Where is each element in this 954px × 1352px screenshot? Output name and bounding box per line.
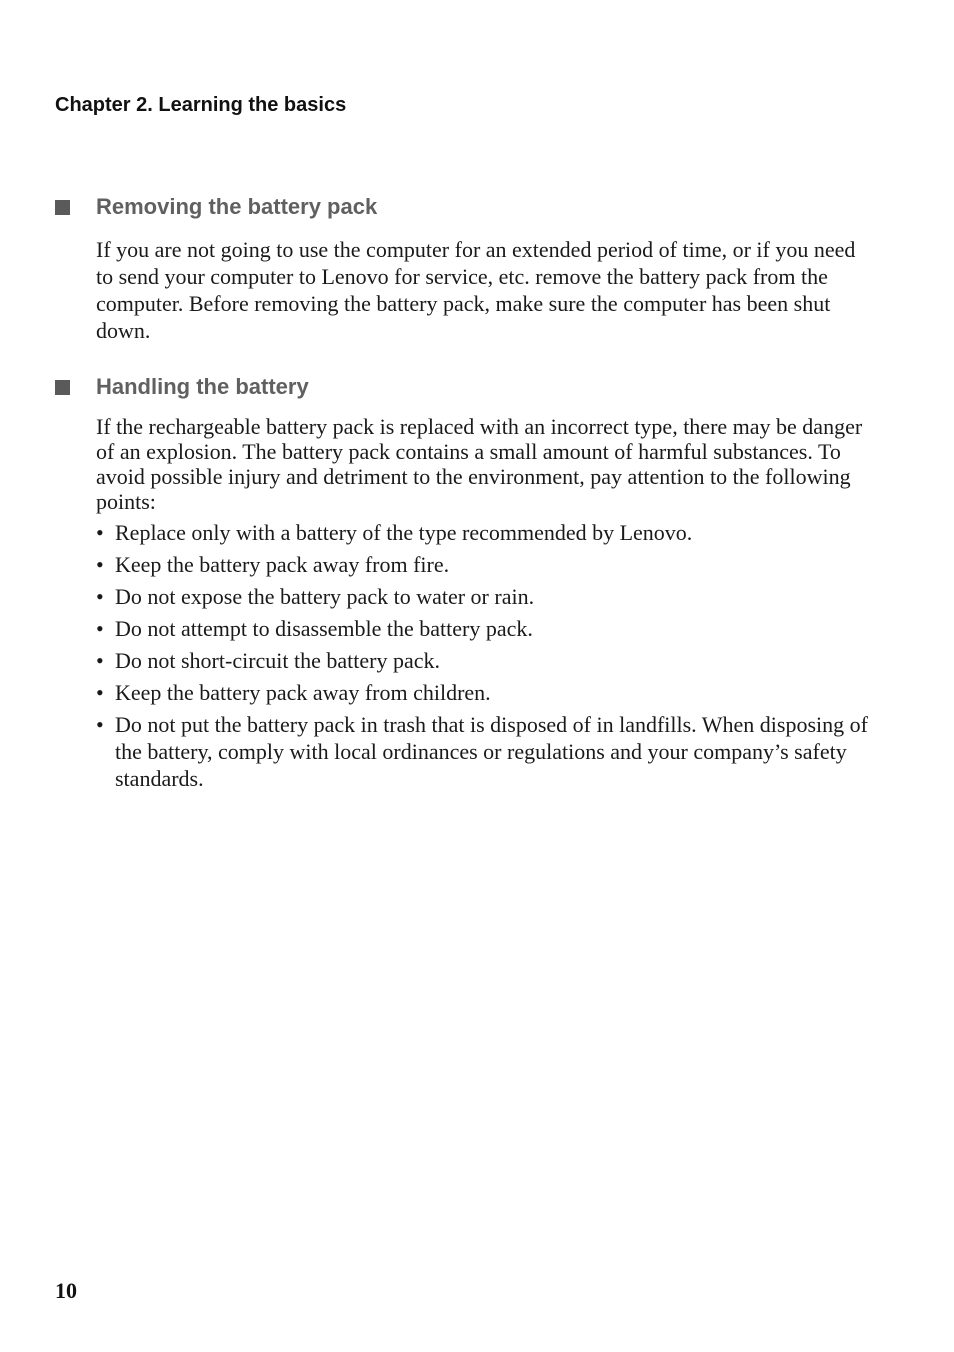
list-item <box>96 711 875 792</box>
bullet-dot-icon: • <box>96 648 104 673</box>
list-item-text: Keep the battery pack away from children. <box>115 680 491 705</box>
list-item <box>96 519 875 546</box>
section-heading <box>55 192 875 222</box>
list-item <box>96 583 875 610</box>
section-heading <box>55 372 875 402</box>
section-body: If you are not going to use the computer for an extended period of time, or if you need to send your computer to Lenovo for service, etc. remove the battery pack from the computer. Before removing the battery pack, make sure the computer has been shut down. <box>96 237 856 343</box>
section-body: If the rechargeable battery pack is replaced with an incorrect type, there may be danger of an explosion. The battery pack contains a small amount of harmful substances. To avoid possible injury and detriment to the environment, pay attention to the following points: <box>96 414 863 514</box>
section-heading-text: Removing the battery pack <box>96 194 378 219</box>
square-bullet-icon <box>55 380 70 395</box>
page-number: 10 <box>55 1278 77 1303</box>
list-item <box>96 551 875 578</box>
bullet-dot-icon: • <box>96 712 104 737</box>
battery-safety-list <box>55 519 875 792</box>
bullet-dot-icon: • <box>96 520 104 545</box>
list-item-text: Do not attempt to disassemble the battery pack. <box>115 616 533 641</box>
list-item <box>96 679 875 706</box>
bullet-dot-icon: • <box>96 584 104 609</box>
section-heading-text: Handling the battery <box>96 374 309 399</box>
list-item-text: Keep the battery pack away from fire. <box>115 552 450 577</box>
list-item <box>96 647 875 674</box>
list-item-text: Do not short-circuit the battery pack. <box>115 648 441 673</box>
section-removing-battery-pack <box>55 192 875 344</box>
bullet-dot-icon: • <box>96 552 104 577</box>
list-item-text: Replace only with a battery of the type recommended by Lenovo. <box>115 520 693 545</box>
bullet-dot-icon: • <box>96 616 104 641</box>
section-handling-battery <box>55 372 875 797</box>
chapter-title: Chapter 2. Learning the basics <box>55 94 347 116</box>
bullet-dot-icon: • <box>96 680 104 705</box>
list-item <box>96 615 875 642</box>
list-item-text: Do not put the battery pack in trash that is disposed of in landfills. When disposing of the battery, comply with local ordinances or regulations and your company’s safety standards. <box>115 712 868 791</box>
list-item-text: Do not expose the battery pack to water or rain. <box>115 584 535 609</box>
square-bullet-icon <box>55 200 70 215</box>
